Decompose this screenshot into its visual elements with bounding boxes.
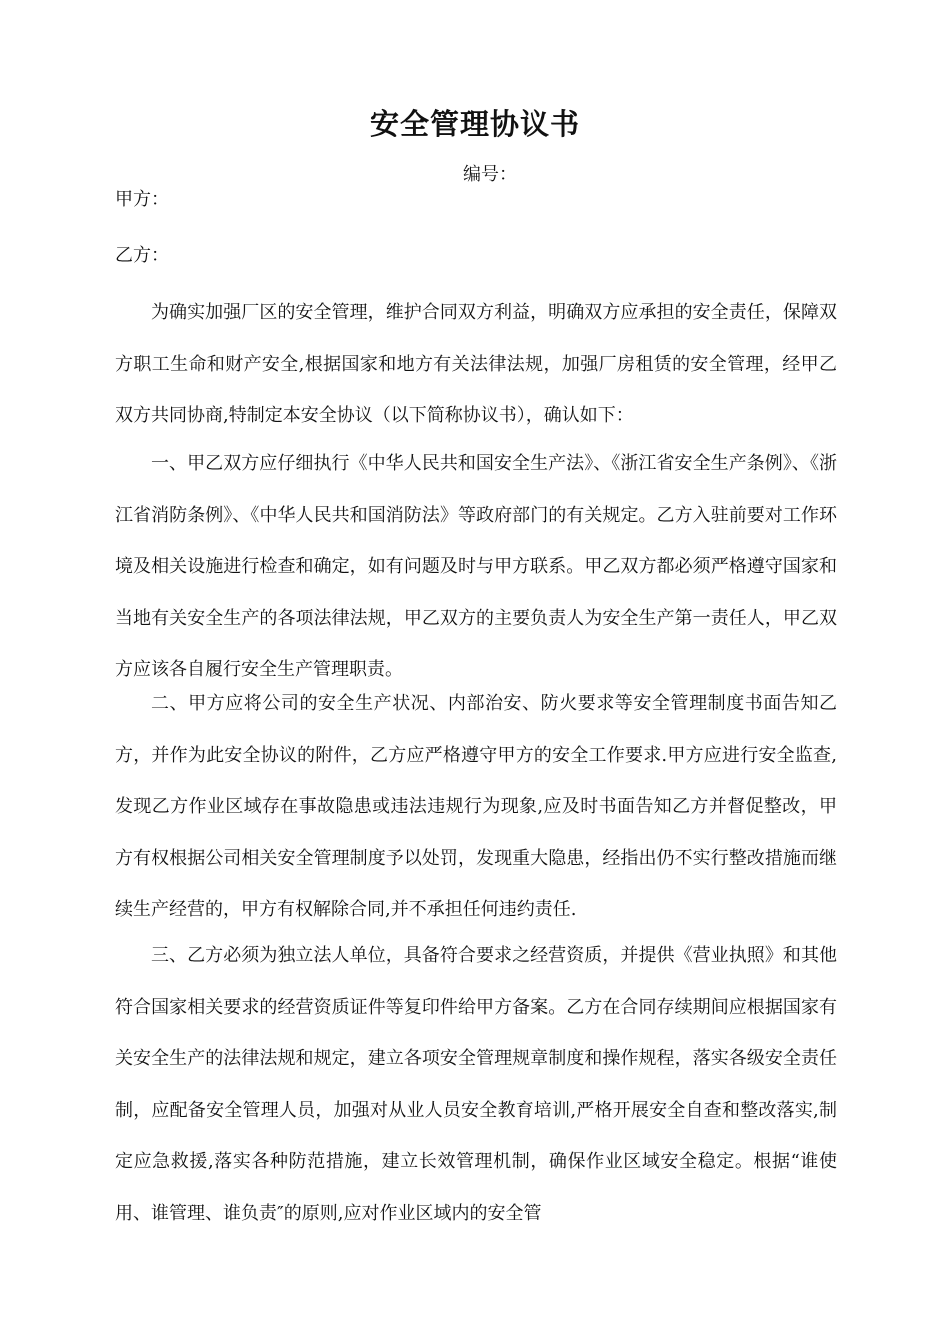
- paragraph-clause-3: 三、乙方必须为独立法人单位，具备符合要求之经营资质，并提供《营业执照》和其他符合国家相关要求的经营资质证件等复印件给甲方备案。乙方在合同存续期间应根据国家有关安全生产的法律法规和规定，建立各项安全管理规章制度和操作规程，落实各级安全责任制，应配备安全管理人员，加强对从业人员安全教育培训,严格开展安全自查和整改落实,制定应急救援,落实各种防范措施，建立长效管理机制，确保作业区域安全稳定。根据“谁使用、谁管理、谁负责″的原则,应对作业区域内的安全管: [115, 945, 837, 1224]
- document-title: 安全管理协议书: [369, 107, 580, 141]
- party-b-label: 乙方：: [115, 245, 169, 266]
- paragraph-preamble: 为确实加强厂区的安全管理，维护合同双方利益，明确双方应承担的安全责任，保障双方职工生命和财产安全,根据国家和地方有关法律法规，加强厂房租赁的安全管理，经甲乙双方共同协商,特制定本安全协议（以下简称协议书），确认如下：: [115, 302, 837, 426]
- paragraph-clause-2: 二、甲方应将公司的安全生产状况、内部治安、防火要求等安全管理制度书面告知乙方，并作为此安全协议的附件，乙方应严格遵守甲方的安全工作要求.甲方应进行安全监查,发现乙方作业区域存在事故隐患或违法违规行为现象,应及时书面告知乙方并督促整改，甲方有权根据公司相关安全管理制度予以处罚，发现重大隐患，经指出仍不实行整改措施而继续生产经营的，甲方有权解除合同,并不承担任何违约责任.: [115, 693, 837, 920]
- paragraph-clause-1: 一、甲乙双方应仔细执行《中华人民共和国安全生产法》、《浙江省安全生产条例》、《浙江省消防条例》、《中华人民共和国消防法》等政府部门的有关规定。乙方入驻前要对工作环境及相关设施进行检查和确定，如有问题及时与甲方联系。甲乙双方都必须严格遵守国家和当地有关安全生产的各项法律法规，甲乙双方的主要负责人为安全生产第一责任人，甲乙双方应该各自履行安全生产管理职责。: [115, 453, 837, 680]
- document-number-label: 编号：: [463, 164, 517, 185]
- party-a-label: 甲方：: [115, 189, 169, 210]
